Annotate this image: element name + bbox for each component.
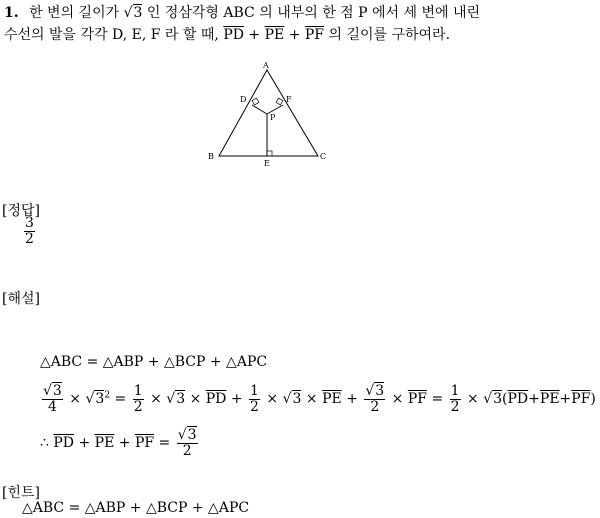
problem-text-a: 한 변의 길이가 [29,5,120,21]
label-a: A [263,61,269,70]
hint-heading: [힌트] [2,485,40,501]
triangle-figure [200,58,340,170]
label-c: C [320,152,327,161]
label-e: E [264,159,270,168]
label-p: P [270,113,276,122]
right-angle-e [267,151,272,156]
problem-line-2: 수선의 발을 각각 D, E, F 라 할 때, $\overline{PD} + \overline{PE} + \overline{PF}$ 의 길이를 구하여라. [4,27,451,43]
explanation-eq1: △ABC = △ABP + △BCP + △APC [40,354,268,370]
label-f: F [286,95,292,104]
explanation-heading: [해설] [2,291,40,307]
explanation-eq2: $\frac{√3}{4}$ × $√3^2$ = $\frac{1}{2}$ × $√3 \times \overline{PD}$ + $\frac{1}{2}$ × $√3 \times \overline{PE}$ + $\frac{√3}{2}$ × $\overline{PF}$ = $\frac{1}{2}$ × $√3(\overline{PD}+\overline{PE}+\overline{PF})$ [43,383,596,415]
explanation-eq3: ∴ $\overline{PD} + \overline{PE} + \overline{PF}$ = $\frac{√3}{2}$ [40,427,197,459]
answer-heading: [정답] [2,203,40,219]
right-angle-d [252,98,259,105]
segment-pe: $\overline{PE}$ [264,27,285,43]
problem-text-b: 인 정삼각형 ABC 의 내부의 한 점 P 에서 세 변에 내린 [146,5,481,21]
label-b: B [208,152,214,161]
sqrt-three: √3 [123,5,143,21]
problem-number: 1. [4,5,19,21]
segment-pf: $\overline{PF}$ [304,27,325,43]
problem-line-1 [4,2,480,22]
problem-text-c: 수선의 발을 각각 D, E, F 라 할 때, [4,27,219,43]
hint-eq: △ABC = △ABP + △BCP + △APC [22,500,250,516]
right-angle-f [276,98,283,105]
answer-fraction: $\frac{3}{2}$ [25,215,34,247]
label-d: D [240,95,247,104]
problem-text-d: 의 길이를 구하여라. [328,27,451,43]
perp-pd [252,105,267,114]
segment-pd: $\overline{PD}$ [223,27,244,43]
